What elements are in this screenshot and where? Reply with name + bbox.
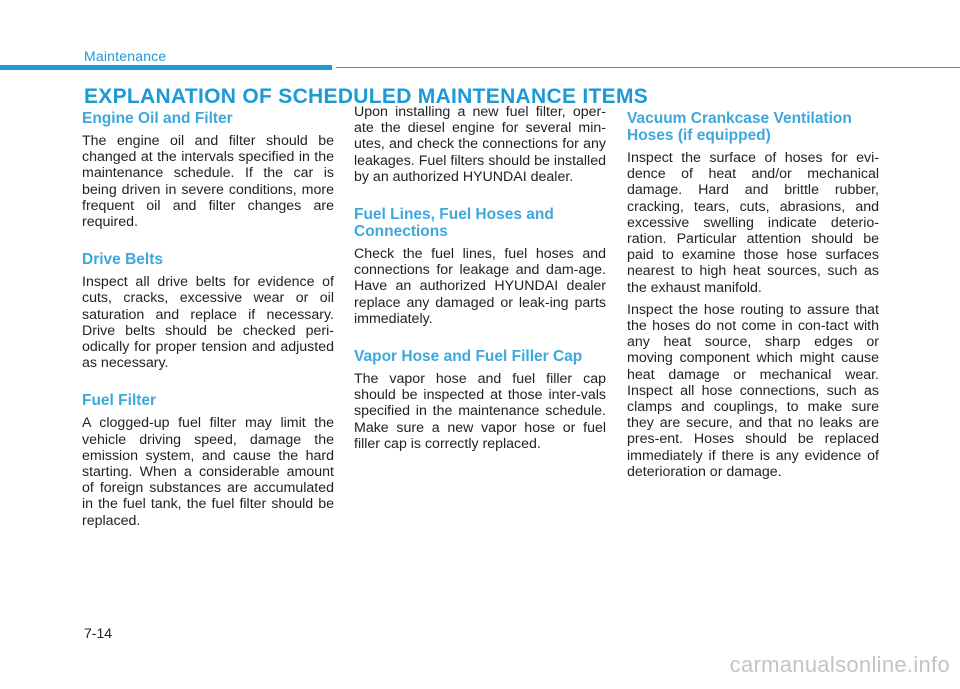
drive-belts-text: Inspect all drive belts for evidence of cuts, cracks, excessive wear or oil saturation and replace if necessary. Drive belts should be checked peri-odically for proper tension and adjusted as necessary. xyxy=(82,274,334,372)
page-number: 7-14 xyxy=(84,625,113,641)
column-2 xyxy=(354,104,606,473)
vacuum-hoses-heading: Vacuum Crankcase Ventilation Hoses (if equipped) xyxy=(627,110,852,144)
column-3 xyxy=(627,110,879,501)
header-rule-thick xyxy=(0,65,332,70)
header-rule-thin xyxy=(336,67,960,68)
page-title: EXPLANATION OF SCHEDULED MAINTENANCE ITEMS xyxy=(84,85,649,108)
watermark: carmanualsonline.info xyxy=(729,652,950,677)
fuel-filter-continued-text: Upon installing a new fuel filter, oper-ate the diesel engine for several min-utes, and check the connections for any leakages. Fuel filters should be installed by an authorized HYUNDAI dealer. xyxy=(354,104,606,185)
vapor-hose-section xyxy=(354,348,606,452)
fuel-filter-section xyxy=(82,392,334,528)
fuel-filter-continued xyxy=(354,104,606,185)
fuel-filter-heading: Fuel Filter xyxy=(82,392,157,410)
engine-oil-section xyxy=(82,110,334,230)
engine-oil-heading: Engine Oil and Filter xyxy=(82,110,233,127)
vacuum-hoses-text-1: Inspect the surface of hoses for evi-dence of heat and/or mechanical damage. Hard and brittle rubber, cracking, tears, cuts, abrasions, and excessive swelling indicate deterio-ration. Particular attention should be paid to examine those hose surfaces nearest to high heat sources, such as the exhaust manifold. xyxy=(627,150,879,296)
drive-belts-section xyxy=(82,251,334,371)
vacuum-hoses-section xyxy=(627,110,879,480)
fuel-lines-heading: Fuel Lines, Fuel Hoses and Connections xyxy=(354,206,554,241)
vacuum-hoses-text-2: Inspect the hose routing to assure that the hoses do not come in con-tact with any heat source, sharp edges or moving component which might cause heat damage or mechanical wear. Inspect all hose connections, such as clamps and couplings, to make sure they are secure, and that no leaks are pres-ent. Hoses should be replaced immediately if there is any evidence of deterioration or damage. xyxy=(627,301,879,480)
fuel-lines-section xyxy=(354,206,606,327)
column-1 xyxy=(82,110,334,550)
section-label: Maintenance xyxy=(84,48,167,64)
fuel-filter-text: A clogged-up fuel filter may limit the vehicle driving speed, damage the emission system, and cause the hard starting. When a considerable amount of foreign substances are accumulated in the fuel tank, the fuel filter should be replaced. xyxy=(82,415,334,529)
vapor-hose-heading: Vapor Hose and Fuel Filler Cap xyxy=(354,348,583,366)
fuel-lines-text: Check the fuel lines, fuel hoses and connections for leakage and dam-age. Have an authorized HYUNDAI dealer replace any damaged or leak-ing parts immediately. xyxy=(354,246,606,327)
engine-oil-text: The engine oil and filter should be changed at the intervals specified in the maintenance schedule. If the car is being driven in severe conditions, more frequent oil and filter changes are required. xyxy=(82,133,334,231)
vapor-hose-text: The vapor hose and fuel filler cap should be inspected at those inter-vals specified in the maintenance schedule. Make sure a new vapor hose or fuel filler cap is correctly replaced. xyxy=(354,371,606,452)
drive-belts-heading: Drive Belts xyxy=(82,251,163,269)
